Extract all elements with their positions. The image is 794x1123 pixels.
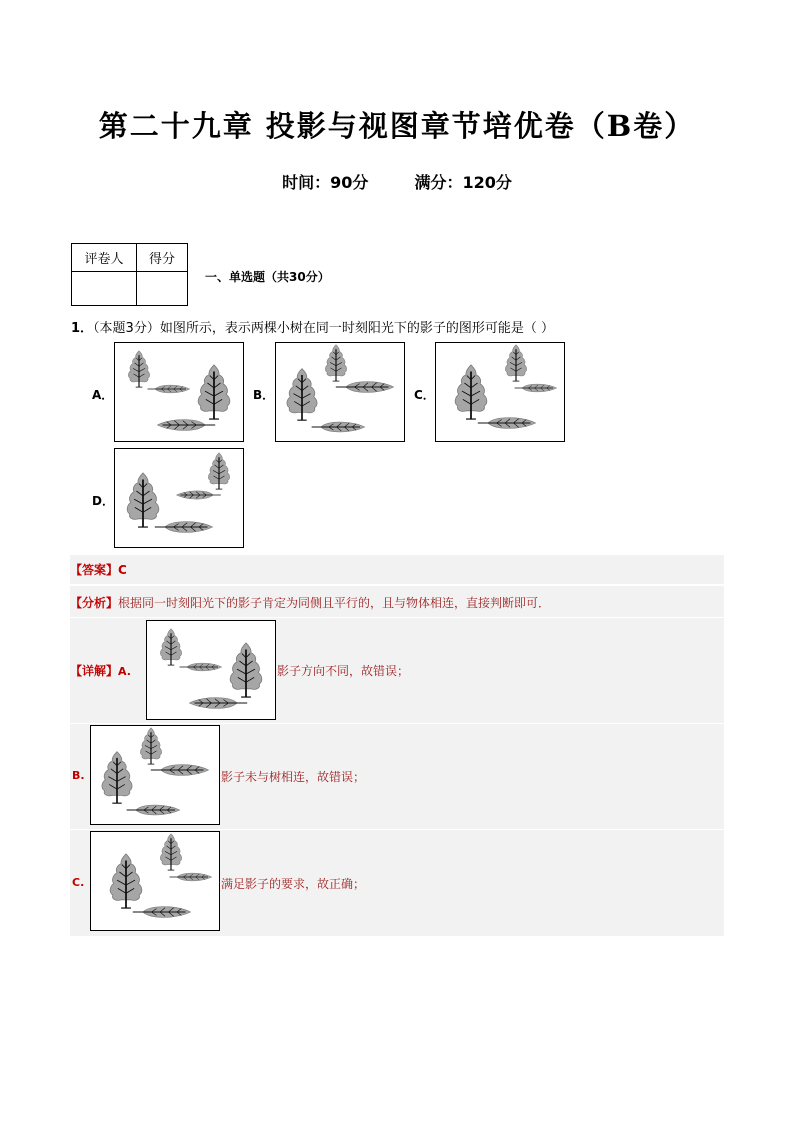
detail-row-c xyxy=(70,829,724,936)
detail-b-image xyxy=(91,726,219,824)
option-b-image xyxy=(276,343,404,441)
option-b-figure[interactable] xyxy=(275,342,405,442)
exam-info xyxy=(0,170,794,193)
detail-c-text: 满足影子的要求，故正确； xyxy=(221,877,366,891)
option-c-image xyxy=(436,343,564,441)
score-cell[interactable] xyxy=(137,272,188,306)
option-d-image xyxy=(115,449,243,547)
grader-header: 评卷人 xyxy=(72,244,137,272)
detail-b-figure xyxy=(90,725,220,825)
detail-tag: 【详解】 xyxy=(70,664,119,678)
score-label: 满分：120分 xyxy=(414,173,512,192)
detail-c-figure xyxy=(90,831,220,931)
question-number: 1． xyxy=(71,321,94,336)
detail-b-text: 影子未与树相连，故错误； xyxy=(221,770,366,784)
detail-row-b xyxy=(70,723,724,829)
answer-row xyxy=(70,555,724,584)
analysis-text: 根据同一时刻阳光下的影子肯定为同侧且平行的，且与物体相连，直接判断即可． xyxy=(118,596,551,610)
question-body: 如图所示，表示两棵小树在同一时刻阳光下的影子的图形可能是（ ） xyxy=(159,321,554,336)
question-points: （本题3分） xyxy=(93,321,160,336)
score-header: 得分 xyxy=(137,244,188,272)
analysis-tag: 【分析】 xyxy=(70,596,119,610)
answer-tag: 【答案】 xyxy=(70,563,119,577)
grader-cell[interactable] xyxy=(72,272,137,306)
time-label: 时间：90分 xyxy=(282,173,369,192)
option-c-figure[interactable] xyxy=(435,342,565,442)
option-a-figure[interactable] xyxy=(114,342,244,442)
detail-row-a xyxy=(70,617,724,723)
option-d-label[interactable]: D． xyxy=(92,494,114,508)
detail-c-image xyxy=(91,832,219,930)
option-a-image xyxy=(115,343,243,441)
page-title: 第二十九章 投影与视图章节培优卷（B卷） xyxy=(98,109,696,143)
detail-a-figure xyxy=(146,620,276,720)
section-heading: 一、单选题（共30分） xyxy=(205,270,330,284)
detail-a-image xyxy=(147,621,275,719)
option-c-label[interactable]: C． xyxy=(414,388,435,402)
option-d-figure[interactable] xyxy=(114,448,244,548)
question-text xyxy=(71,317,554,336)
option-b-label[interactable]: B． xyxy=(253,388,275,402)
analysis-row xyxy=(70,585,724,617)
answer-value: C xyxy=(118,563,127,577)
detail-c-label: C. xyxy=(72,876,85,889)
option-a-label[interactable]: A． xyxy=(92,388,114,402)
detail-a-text: 影子方向不同，故错误； xyxy=(277,664,410,678)
detail-b-label: B. xyxy=(72,769,85,782)
detail-a-label: A. xyxy=(118,665,131,678)
grader-table xyxy=(71,243,188,306)
